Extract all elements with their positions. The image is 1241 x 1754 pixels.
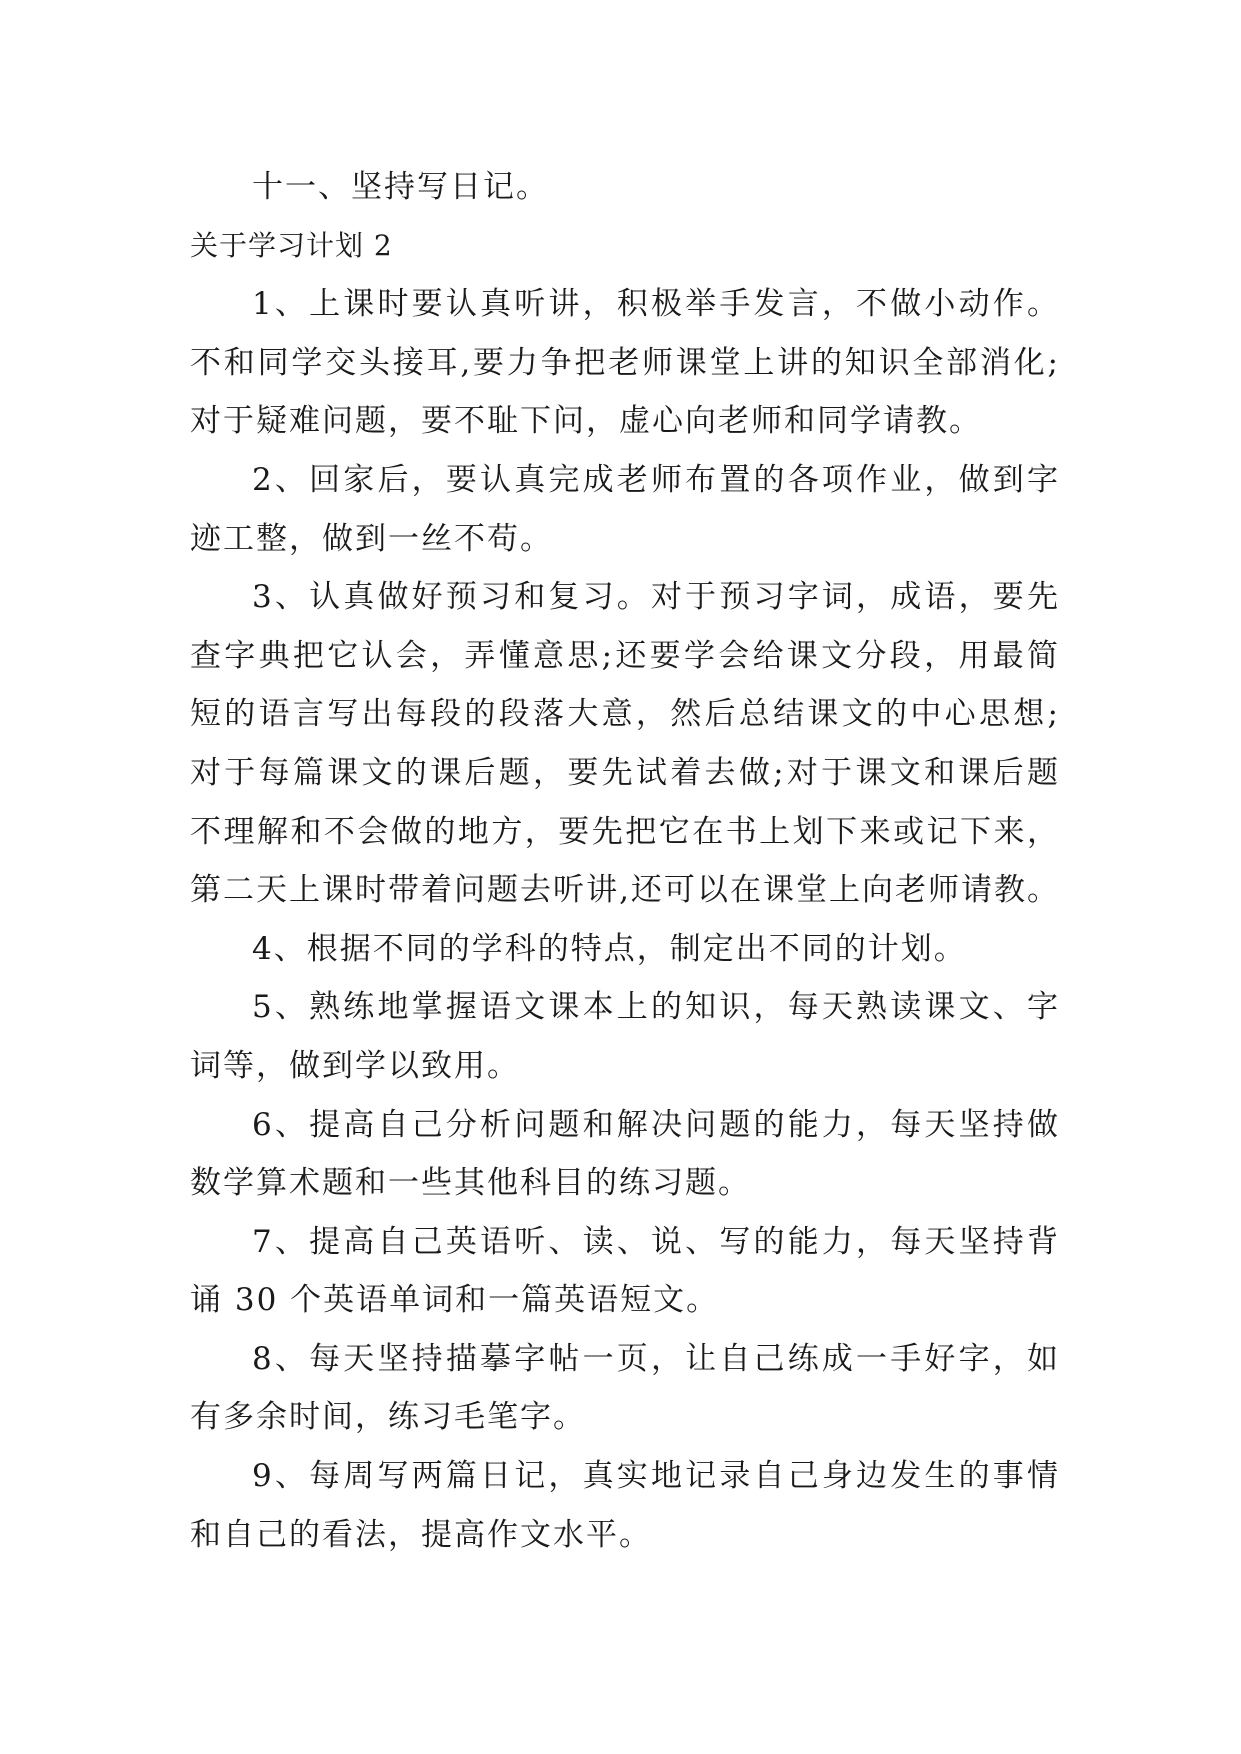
- document-body: [190, 158, 1060, 1564]
- text-line: 数学算术题和一些其他科目的练习题。: [190, 1165, 751, 1202]
- text-line: 3、认真做好预习和复习。对于预习字词，成语，要先: [252, 579, 1060, 616]
- text-line: 1、上课时要认真听讲，积极举手发言，不做小动作。: [252, 286, 1060, 323]
- text-line: 有多余时间，练习毛笔字。: [190, 1399, 586, 1436]
- text-line: 不和同学交头接耳,要力争把老师课堂上讲的知识全部消化;: [190, 344, 1060, 381]
- text-line: 和自己的看法，提高作文水平。: [190, 1516, 652, 1553]
- text-line: 4、根据不同的学科的特点，制定出不同的计划。: [252, 930, 967, 967]
- text-line: 不理解和不会做的地方，要先把它在书上划下来或记下来，: [190, 813, 1060, 850]
- text-line: 短的语言写出每段的段落大意，然后总结课文的中心思想;: [190, 696, 1060, 733]
- section-heading: 关于学习计划 2: [190, 228, 393, 262]
- text-line: 查字典把它认会，弄懂意思;还要学会给课文分段，用最简: [190, 637, 1060, 674]
- text-line: 第二天上课时带着问题去听讲,还可以在课堂上向老师请教。: [190, 872, 1060, 909]
- text-line: 8、每天坚持描摹字帖一页，让自己练成一手好字，如: [252, 1340, 1060, 1377]
- text-line: 对于疑难问题，要不耻下问，虚心向老师和同学请教。: [190, 403, 982, 440]
- text-line: 2、回家后，要认真完成老师布置的各项作业，做到字: [252, 461, 1060, 498]
- text-line: 9、每周写两篇日记，真实地记录自己身边发生的事情: [252, 1458, 1060, 1495]
- text-line: 诵 30 个英语单词和一篇英语短文。: [190, 1282, 720, 1319]
- text-line: 5、熟练地掌握语文课本上的知识，每天熟读课文、字: [252, 989, 1060, 1026]
- text-line: 词等，做到学以致用。: [190, 1047, 520, 1084]
- text-line: 十一、坚持写日记。: [252, 169, 549, 205]
- text-line: 迹工整，做到一丝不苟。: [190, 520, 553, 557]
- text-line: 6、提高自己分析问题和解决问题的能力，每天坚持做: [252, 1106, 1060, 1143]
- text-line: 对于每篇课文的课后题，要先试着去做;对于课文和课后题: [190, 754, 1060, 791]
- text-line: 7、提高自己英语听、读、说、写的能力，每天坚持背: [252, 1223, 1060, 1260]
